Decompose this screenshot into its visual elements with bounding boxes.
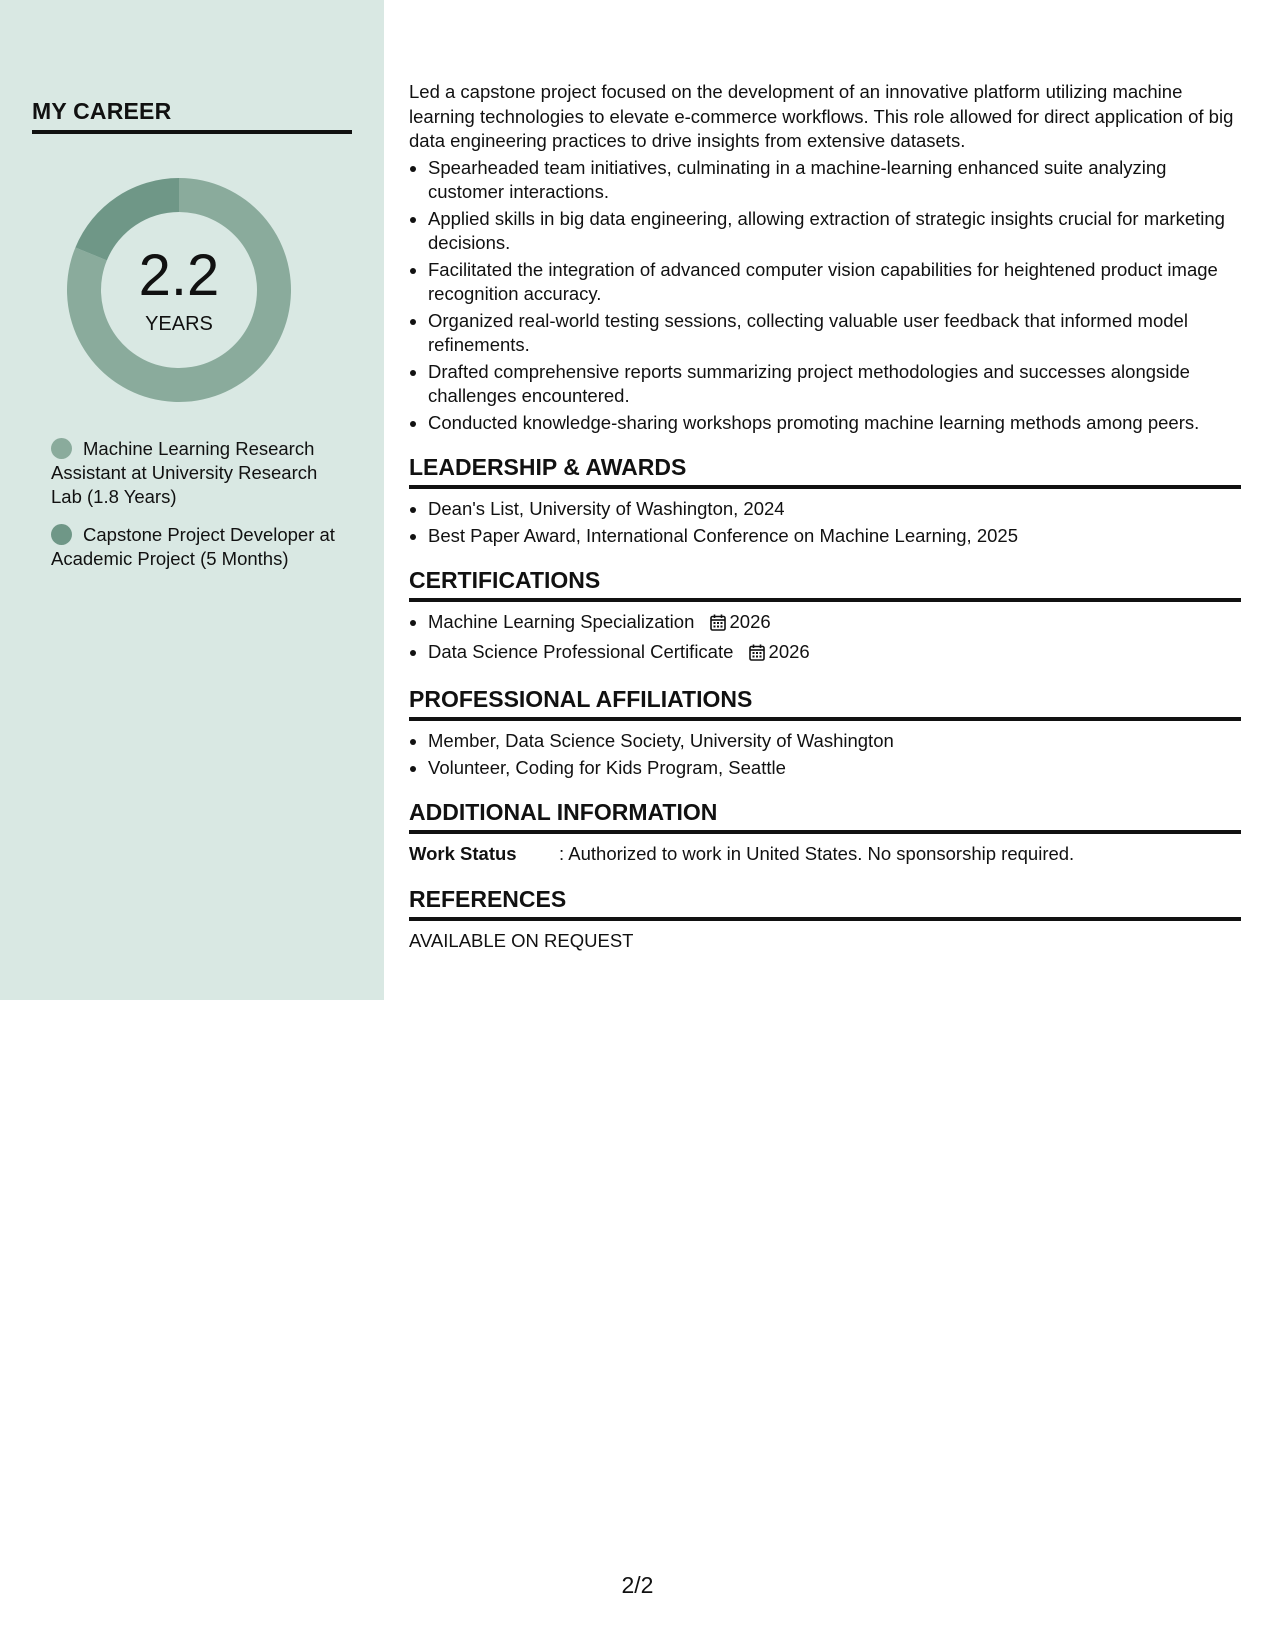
section-rule (409, 917, 1241, 921)
experience-bullet: • Drafted comprehensive reports summarizing project methodologies and successes alongside challenges encountered. (428, 360, 1241, 409)
experience-bullet: • Organized real-world testing sessions, collecting valuable user feedback that informed model refinements. (428, 309, 1241, 358)
legend-dot-icon (51, 524, 72, 545)
sidebar (0, 0, 384, 1000)
sidebar-title-rule (32, 130, 352, 134)
work-status-value: : Authorized to work in United States. No sponsorship required. (559, 843, 1075, 864)
career-donut-chart (66, 177, 292, 403)
section-title-certifications: CERTIFICATIONS (409, 567, 601, 593)
experience-bullet: • Facilitated the integration of advanced computer vision capabilities for heightened product image recognition accuracy. (428, 258, 1241, 307)
affiliation-item: • Member, Data Science Society, University of Washington (428, 729, 1241, 754)
certifications-list (409, 610, 1241, 667)
legend-label: Capstone Project Developer at Academic Project (5 Months) (51, 524, 335, 569)
section-rule (409, 717, 1241, 721)
section-rule (409, 830, 1241, 834)
section-title-references: REFERENCES (409, 885, 567, 912)
legend-item (51, 437, 341, 509)
total-years-value: 2.2 (138, 243, 220, 308)
section-rule (409, 485, 1241, 489)
leadership-item: • Best Paper Award, International Conference on Machine Learning, 2025 (428, 524, 1241, 549)
certification-name: Machine Learning Specialization (428, 611, 695, 632)
work-status-row (409, 842, 1241, 867)
legend-dot-icon (51, 438, 72, 459)
affiliations-list (409, 729, 1241, 780)
certification-year: 2026 (768, 640, 810, 662)
leadership-list (409, 497, 1241, 548)
section-rule (409, 598, 1241, 602)
certification-year: 2026 (729, 611, 771, 632)
career-legend (51, 437, 341, 585)
section-title-additional: ADDITIONAL INFORMATION (409, 799, 718, 825)
experience-summary: Led a capstone project focused on the development of an innovative platform utilizing machine learning technologies to elevate e-commerce workflows. This role allowed for direct application of big data engineering practices to drive insights from extensive datasets. (409, 81, 1234, 151)
certification-item (428, 640, 1241, 668)
page-number: 2/2 (621, 1572, 654, 1598)
total-years-unit: YEARS (145, 313, 213, 335)
references-text: AVAILABLE ON REQUEST (409, 929, 634, 951)
sidebar-title: MY CAREER (32, 98, 172, 124)
work-status-label: Work Status (409, 843, 517, 864)
affiliation-item: • Volunteer, Coding for Kids Program, Seattle (428, 756, 1241, 781)
legend-label: Machine Learning Research Assistant at University Research Lab (1.8 Years) (51, 438, 318, 507)
certification-name: Data Science Professional Certificate (428, 640, 734, 662)
experience-bullet: • Spearheaded team initiatives, culminating in a machine-learning enhanced suite analyzing customer interactions. (428, 156, 1241, 205)
certification-item (428, 610, 1241, 638)
experience-bullets (409, 156, 1241, 436)
legend-item (51, 523, 341, 571)
experience-bullet: • Applied skills in big data engineering, allowing extraction of strategic insights crucial for marketing decisions. (428, 207, 1241, 256)
leadership-item: • Dean's List, University of Washington, 2024 (428, 497, 1241, 522)
calendar-icon (749, 643, 765, 668)
section-title-leadership: LEADERSHIP & AWARDS (409, 454, 687, 480)
experience-bullet: • Conducted knowledge-sharing workshops promoting machine learning methods among peers. (428, 411, 1241, 436)
main-content (409, 80, 1241, 953)
calendar-icon (710, 613, 726, 638)
section-title-affiliations: PROFESSIONAL AFFILIATIONS (409, 686, 753, 712)
